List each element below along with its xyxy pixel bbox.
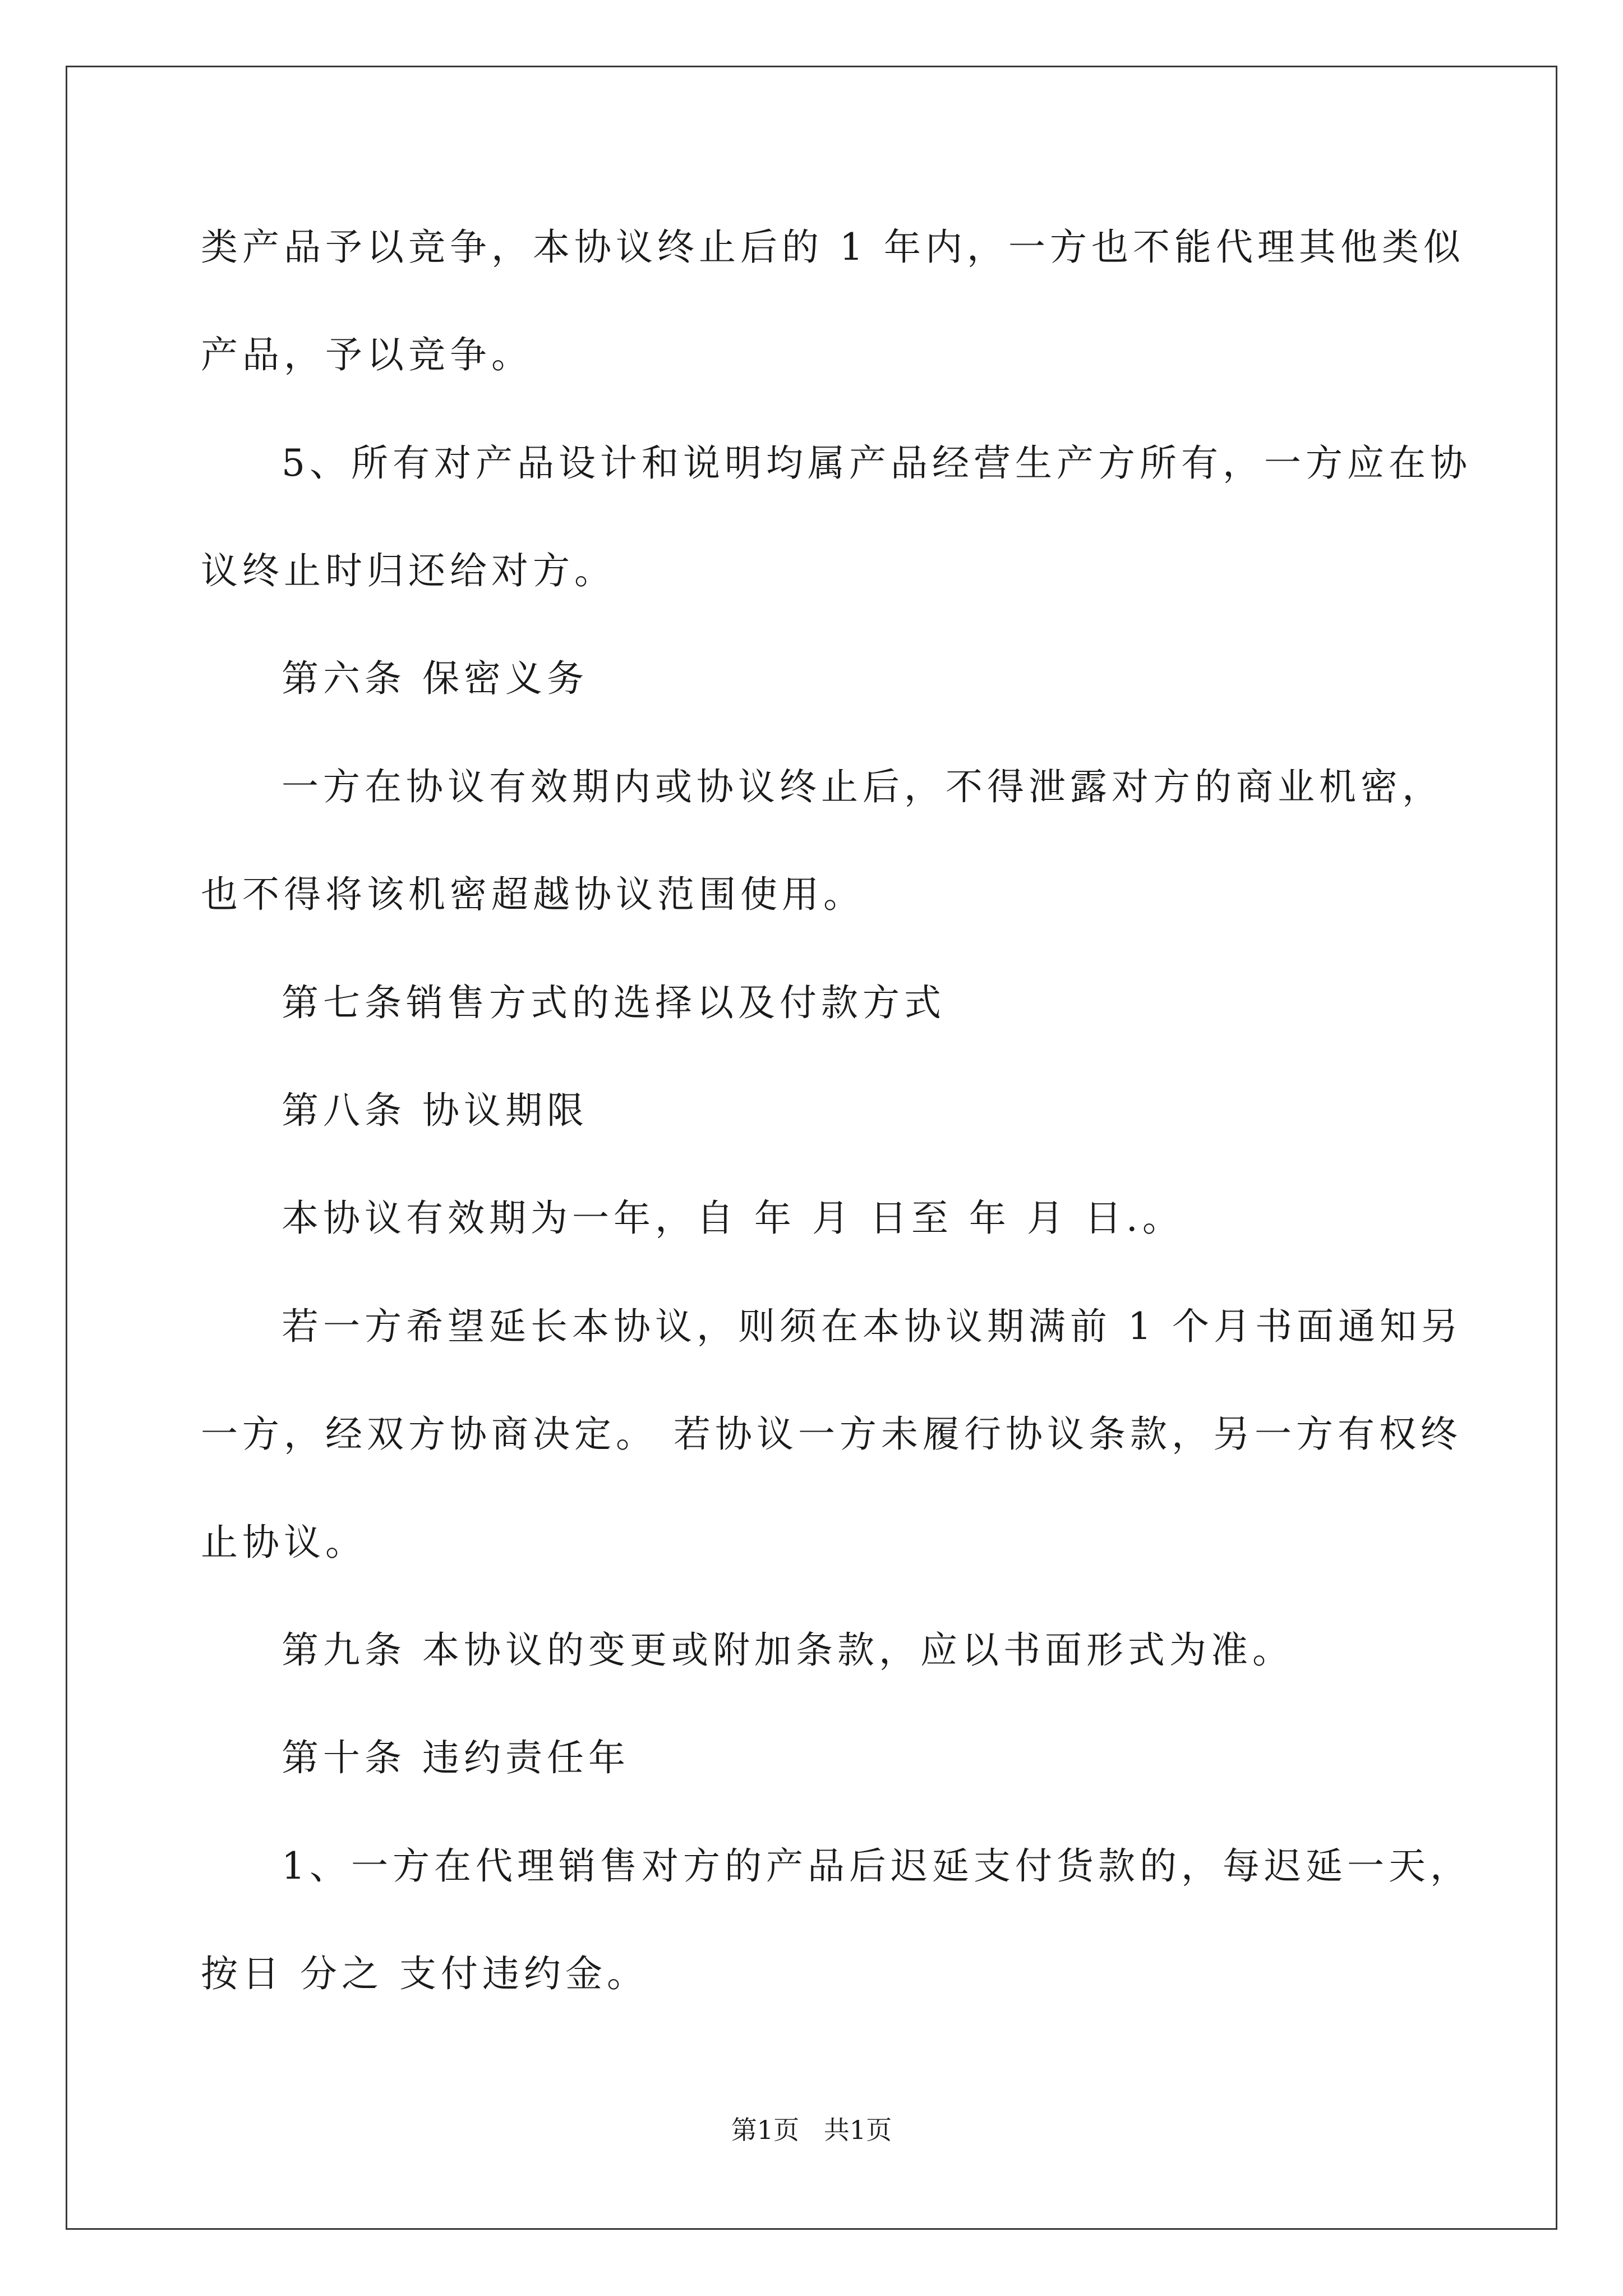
text-line: 5、所有对产品设计和说明均属产品经营生产方所有，一方应在协 bbox=[282, 441, 1472, 485]
page-footer: 第1页 共1页 bbox=[731, 2115, 892, 2145]
text-line: 类产品予以竞争，本协议终止后的 1 年内，一方也不能代理其他类似 bbox=[201, 226, 1465, 269]
text-line: 本协议有效期为一年，自 年 月 日至 年 月 日.。 bbox=[282, 1197, 1184, 1240]
text-line: 产品，予以竞争。 bbox=[201, 333, 533, 376]
page-border bbox=[66, 66, 1557, 2230]
text-line: 议终止时归还给对方。 bbox=[201, 549, 616, 592]
text-line: 一方，经双方协商决定。 若协议一方未履行协议条款，另一方有权终 bbox=[201, 1412, 1462, 1456]
text-line: 一方在协议有效期内或协议终止后，不得泄露对方的商业机密， bbox=[282, 765, 1444, 808]
section-heading: 第八条 协议期限 bbox=[282, 1089, 588, 1132]
text-line: 止协议。 bbox=[201, 1521, 367, 1564]
text-line: 1、一方在代理销售对方的产品后迟延支付货款的，每迟延一天， bbox=[282, 1844, 1472, 1888]
section-heading: 第六条 保密义务 bbox=[282, 657, 588, 700]
text-line: 按日 分之 支付违约金。 bbox=[201, 1952, 648, 1995]
text-line: 也不得将该机密超越协议范围使用。 bbox=[201, 873, 865, 916]
text-line: 若一方希望延长本协议，则须在本协议期满前 1 个月书面通知另 bbox=[282, 1305, 1463, 1348]
section-heading: 第十条 违约责任年 bbox=[282, 1736, 630, 1779]
section-heading: 第九条 本协议的变更或附加条款，应以书面形式为准。 bbox=[282, 1628, 1294, 1672]
section-heading: 第七条销售方式的选择以及付款方式 bbox=[282, 981, 946, 1024]
